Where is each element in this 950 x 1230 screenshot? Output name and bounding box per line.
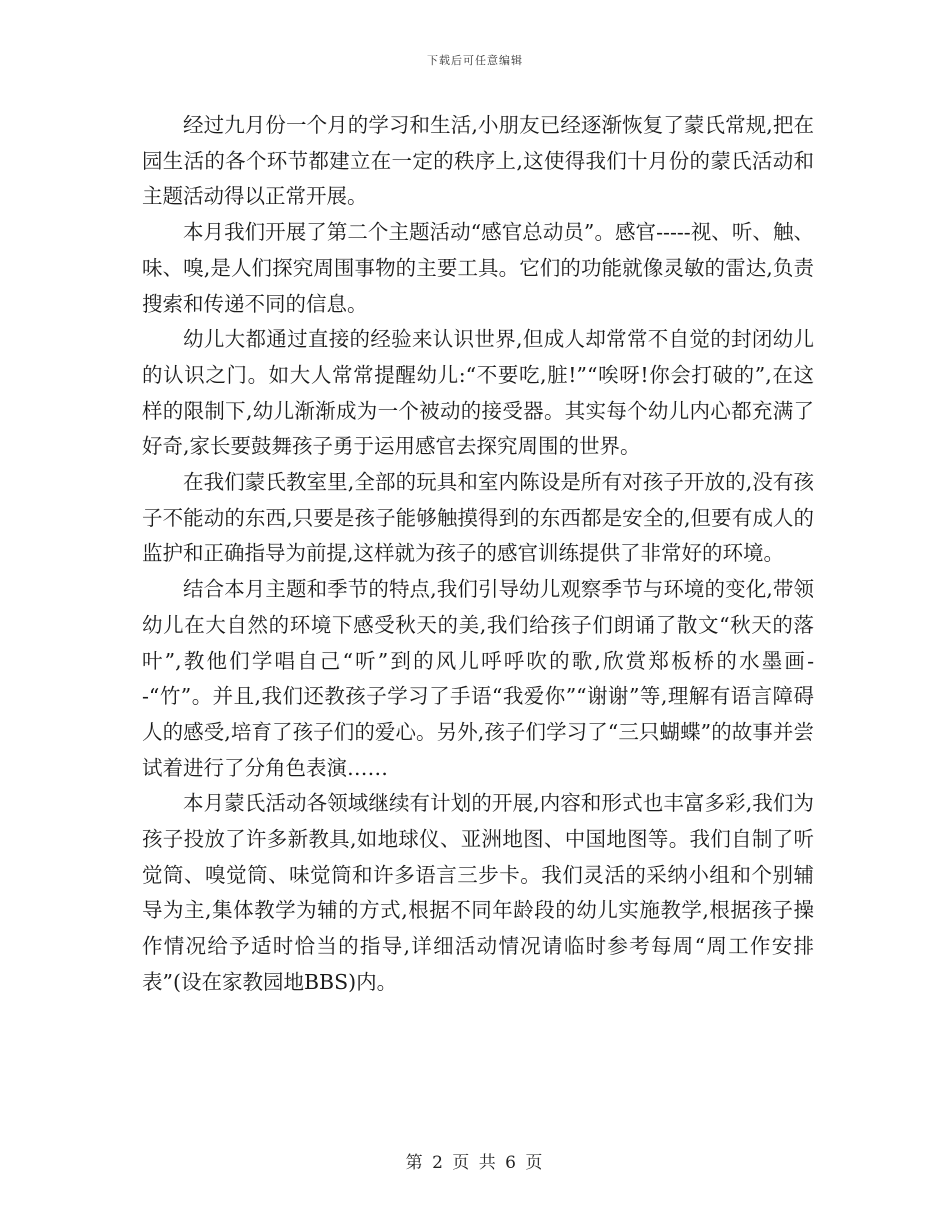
- document-body: [142, 108, 814, 1001]
- page-number-footer: 第 2 页 共 6 页: [405, 1153, 545, 1173]
- paragraph-3: 幼儿大都通过直接的经验来认识世界,但成人却常常不自觉的封闭幼儿的认识之门。如大人常常提醒幼儿:“不要吃,脏!”“唉呀!你会打破的”,在这样的限制下,幼儿渐渐成为一个被动的接受器。其实每个幼儿内心都充满了好奇,家长要鼓舞孩子勇于运用感官去探究周围的世界。: [142, 327, 814, 459]
- paragraph-1: 经过九月份一个月的学习和生活,小朋友已经逐渐恢复了蒙氏常规,把在园生活的各个环节都建立在一定的秩序上,这使得我们十月份的蒙氏活动和主题活动得以正常开展。: [142, 113, 814, 209]
- paragraph-5: 结合本月主题和季节的特点,我们引导幼儿观察季节与环境的变化,带领幼儿在大自然的环境下感受秋天的美,我们给孩子们朗诵了散文“秋天的落叶”,教他们学唱自己“听”到的风儿呼呼吹的歌,欣赏郑板桥的水墨画--“竹”。并且,我们还教孩子学习了手语“我爱你”“谢谢”等,理解有语言障碍人的感受,培育了孩子们的爱心。另外,孩子们学习了“三只蝴蝶”的故事并尝试着进行了分角色表演……: [142, 577, 814, 780]
- page-header: 下载后可任意编辑: [427, 54, 523, 67]
- paragraph-2: 本月我们开展了第二个主题活动“感官总动员”。感官-----视、听、触、味、嗅,是人们探究周围事物的主要工具。它们的功能就像灵敏的雷达,负责搜索和传递不同的信息。: [142, 220, 814, 316]
- paragraph-6: 本月蒙氏活动各领域继续有计划的开展,内容和形式也丰富多彩,我们为孩子投放了许多新教具,如地球仪、亚洲地图、中国地图等。我们自制了听觉筒、嗅觉筒、味觉筒和许多语言三步卡。我们灵活的采纳小组和个别辅导为主,集体教学为辅的方式,根据不同年龄段的幼儿实施教学,根据孩子操作情况给予适时恰当的指导,详细活动情况请临时参考每周“周工作安排表”(设在家教园地BBS)内。: [142, 791, 814, 994]
- paragraph-4: 在我们蒙氏教室里,全部的玩具和室内陈设是所有对孩子开放的,没有孩子不能动的东西,只要是孩子能够触摸得到的东西都是安全的,但要有成人的监护和正确指导为前提,这样就为孩子的感官训练提供了非常好的环境。: [142, 470, 814, 566]
